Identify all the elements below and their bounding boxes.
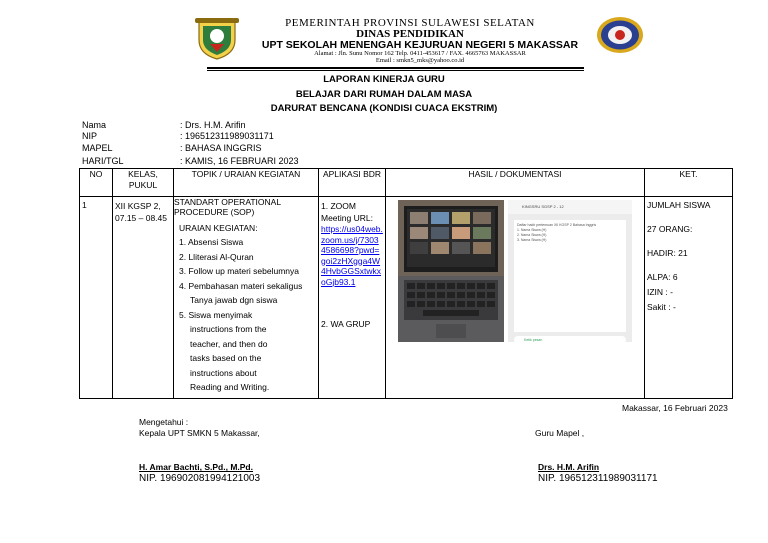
chat-header: KINGSRU SGSP 2 - 12 xyxy=(508,200,632,214)
chat-line: 2. Nama Siswa (H) xyxy=(517,233,547,237)
header-ket: KET. xyxy=(645,169,733,197)
field-label-mapel: MAPEL xyxy=(82,143,113,153)
chat-input: Ketik pesan xyxy=(514,336,626,342)
school-logo xyxy=(596,16,644,54)
letterhead-line2: DINAS PENDIDIKAN xyxy=(356,28,464,40)
place-date: Makassar, 16 Februari 2023 xyxy=(622,403,728,413)
header-topik: TOPIK / URAIAN KEGIATAN xyxy=(174,169,319,197)
ket-line: HADIR: 21 xyxy=(647,248,688,258)
list-item: Reading and Writing. xyxy=(190,382,270,392)
list-item: instructions from the xyxy=(190,324,267,334)
field-label-hari: HARI/TGL xyxy=(82,156,124,166)
aplikasi-zoom: 1. ZOOM Meeting URL: xyxy=(321,201,373,223)
ket-line: 27 ORANG: xyxy=(647,224,693,234)
ket-line: Sakit : - xyxy=(647,302,676,312)
list-item: 5. Siswa menyimak xyxy=(179,309,253,320)
chat-bubble xyxy=(514,220,626,332)
report-title-2: BELAJAR DARI RUMAH DALAM MASA xyxy=(295,89,473,100)
cell-no: 1 xyxy=(80,197,113,399)
letterhead-line3: UPT SEKOLAH MENENGAH KEJURUAN NEGERI 5 MAKASSAR xyxy=(261,39,579,51)
field-value-mapel: : BAHASA INGGRIS xyxy=(180,143,262,153)
table-header-row xyxy=(80,169,733,197)
left-signer-role: Kepala UPT SMKN 5 Makassar, xyxy=(139,428,260,438)
cell-ket xyxy=(645,197,733,399)
chat-line: 3. Nama Siswa (H) xyxy=(517,238,547,242)
right-signer-nip: NIP. 196512311989031171 xyxy=(538,473,658,484)
list-item: Tanya jawab dgn siswa xyxy=(190,295,278,305)
wa-screenshot xyxy=(508,200,632,342)
aplikasi-wa: 2. WA GRUP xyxy=(321,319,371,329)
header-hasil: HASIL / DOKUMENTASI xyxy=(386,169,645,197)
field-value-hari: : KAMIS, 16 FEBRUARI 2023 xyxy=(180,156,299,166)
chat-line: 1. Nama Siswa (H) xyxy=(517,228,547,232)
letterhead-email: Email : smkn5_mks@yahoo.co.id xyxy=(375,57,465,64)
letterhead-address: Alamat : Jln. Sunu Nomor 162 Telp. 0411-453617 / FAX. 4665763 MAKASSAR xyxy=(314,50,526,57)
cell-aplikasi xyxy=(319,197,386,399)
field-value-nama: : Drs. H.M. Arifin xyxy=(180,120,246,130)
header-no: NO xyxy=(80,169,113,197)
province-logo xyxy=(193,14,241,60)
report-title-3: DARURAT BENCANA (KONDISI CUACA EKSTRIM) xyxy=(270,103,498,114)
ket-line: IZIN : - xyxy=(647,287,673,297)
chat-line: Daftar hadir pertemuan XII KGSP 2 Bahasa Inggris xyxy=(517,223,597,227)
cell-hasil xyxy=(386,197,645,399)
zoom-laptop-photo xyxy=(398,200,504,342)
list-item: 1. Absensi Siswa xyxy=(179,237,244,247)
field-label-nip: NIP xyxy=(82,131,98,141)
zoom-link[interactable]: https://us04web.zoom.us/j/73034586698?pwd=goi2zHXgga4W4HvbGGSxtwkxoGjb93.1 xyxy=(321,224,383,287)
header-kelas: KELAS, PUKUL xyxy=(113,169,174,197)
mengetahui-label: Mengetahui : xyxy=(139,417,189,427)
header-aplikasi: APLIKASI BDR xyxy=(319,169,386,197)
left-signer-nip: NIP. 196902081994121003 xyxy=(139,473,261,484)
right-signer-role: Guru Mapel , xyxy=(535,428,585,438)
report-table xyxy=(79,168,733,399)
left-signer-name: H. Amar Bachti, S.Pd., M.Pd. xyxy=(139,462,253,472)
cell-topik xyxy=(174,197,319,399)
letterhead-line1: PEMERINTAH PROVINSI SULAWESI SELATAN xyxy=(285,17,535,29)
list-item: 3. Follow up materi sebelumnya xyxy=(179,266,300,276)
list-item: instructions about xyxy=(190,367,257,378)
list-item: teacher, and then do xyxy=(190,338,268,349)
table-row xyxy=(80,197,733,399)
report-title-1: LAPORAN KINERJA GURU xyxy=(323,74,445,85)
field-label-nama: Nama xyxy=(82,120,107,130)
cell-kelas: XII KGSP 2, 07.15 – 08.45 xyxy=(113,197,174,399)
header-rule-thin xyxy=(207,70,584,71)
list-item: 2. Lliterasi Al-Quran xyxy=(179,251,254,262)
right-signer-name: Drs. H.M. Arifin xyxy=(538,462,600,472)
ket-line: JUMLAH SISWA xyxy=(647,200,711,210)
ket-line: ALPA: 6 xyxy=(647,272,678,282)
list-item: tasks based on the xyxy=(190,353,262,363)
field-value-nip: : 196512311989031171 xyxy=(180,131,274,141)
uraian-label: URAIAN KEGIATAN: xyxy=(179,223,258,233)
kegiatan-list xyxy=(179,235,316,395)
list-item: 4. Pembahasan materi sekaligus xyxy=(179,280,303,291)
header-rule xyxy=(207,67,584,69)
topik-title: STANDART OPERATIONAL PROCEDURE (SOP) xyxy=(174,197,281,217)
